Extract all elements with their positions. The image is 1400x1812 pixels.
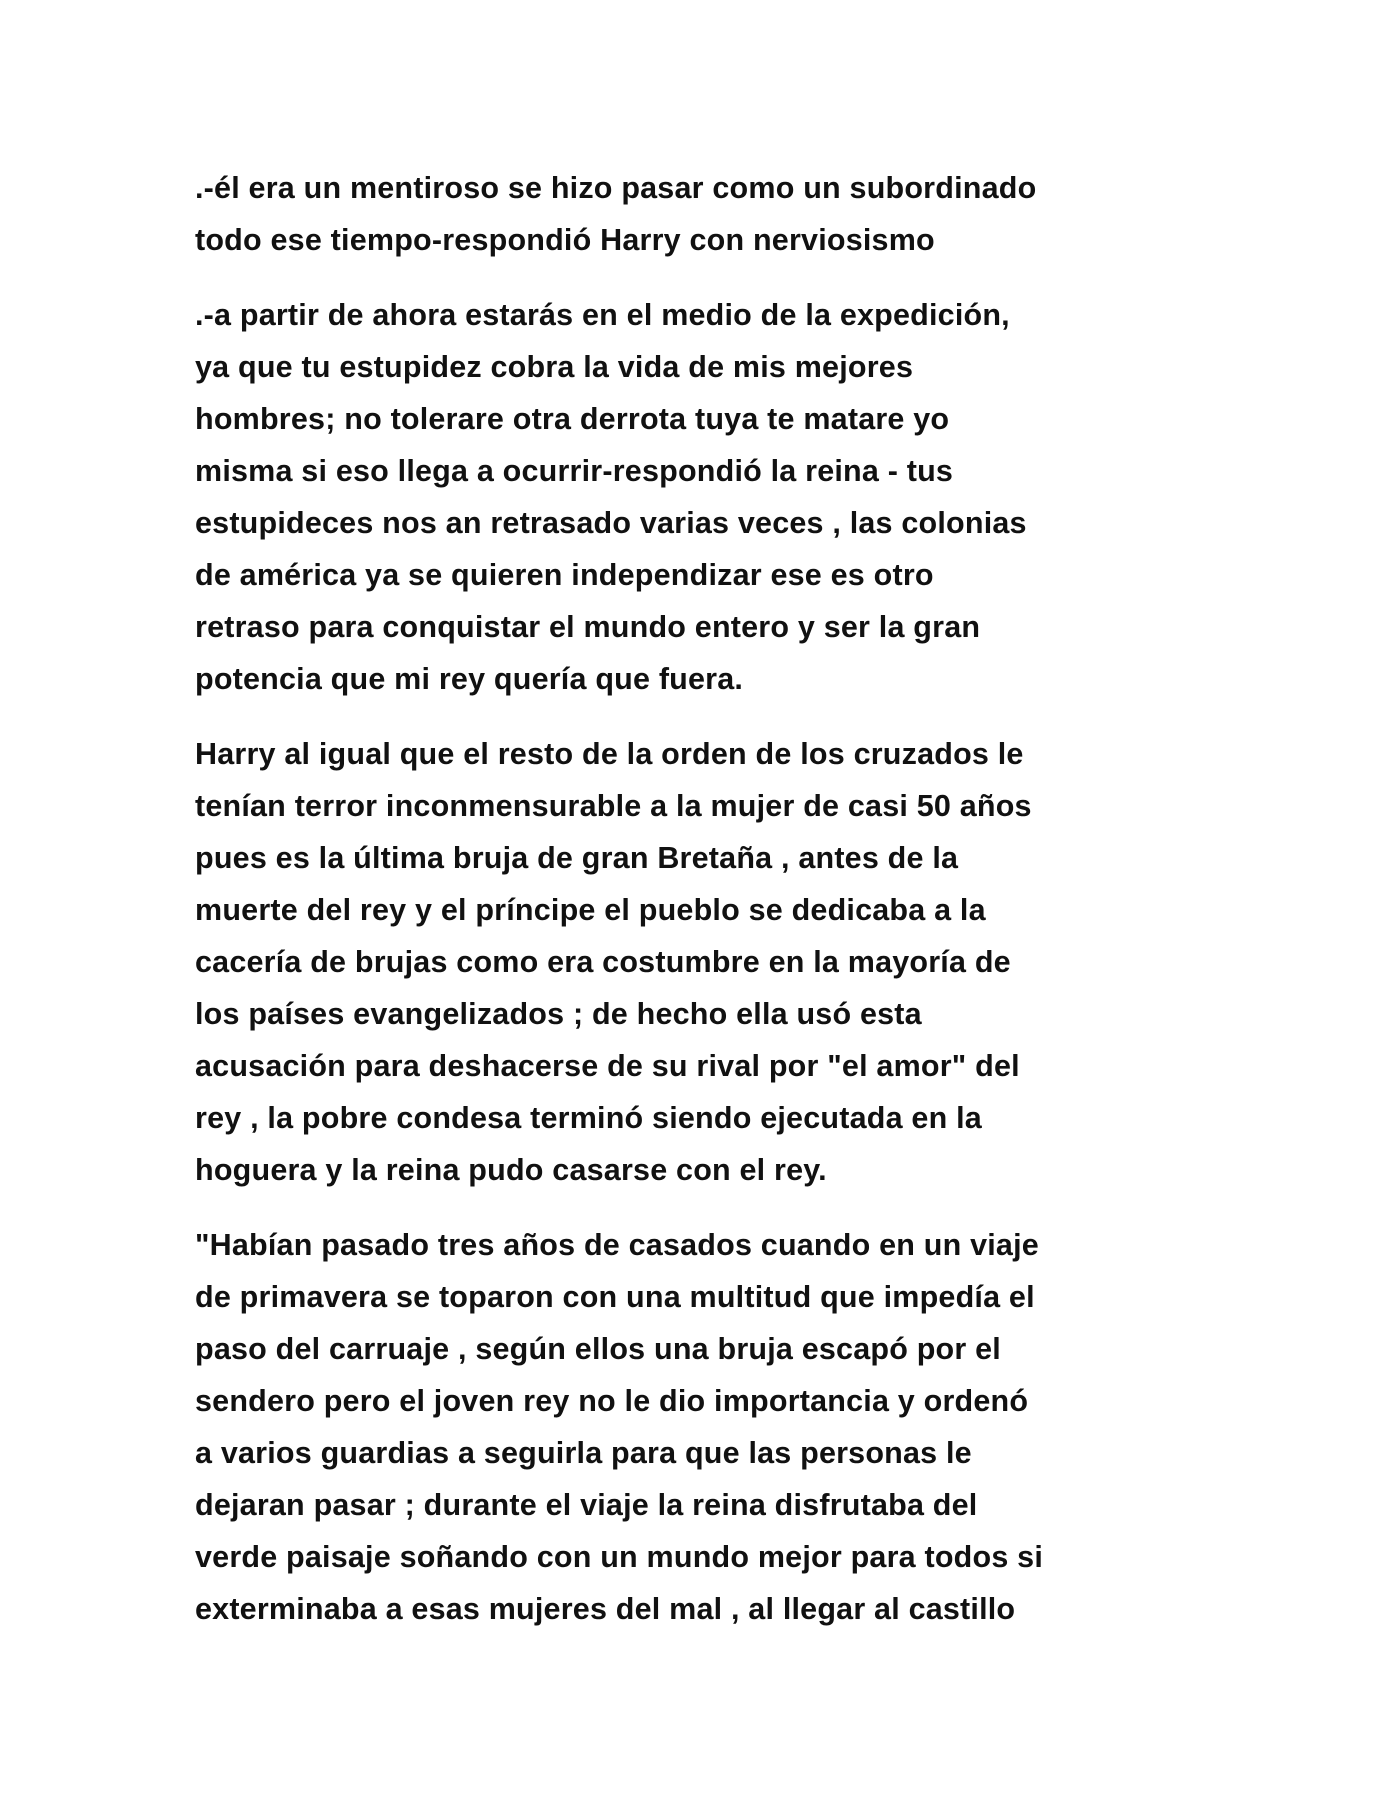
text-line: de primavera se toparon con una multitud que impedía el	[195, 1280, 1035, 1314]
text-line: acusación para deshacerse de su rival por "el amor" del	[195, 1049, 1020, 1083]
text-line: paso del carruaje , según ellos una bruja escapó por el	[195, 1332, 1001, 1366]
text-line: .-él era un mentiroso se hizo pasar como un subordinado	[195, 171, 1037, 205]
text-line: Harry al igual que el resto de la orden de los cruzados le	[195, 737, 1024, 771]
text-line: ya que tu estupidez cobra la vida de mis mejores	[195, 350, 914, 384]
document-body	[195, 162, 1215, 1658]
paragraph-4	[195, 1219, 1215, 1635]
text-line: .-a partir de ahora estarás en el medio de la expedición,	[195, 298, 1010, 332]
text-line: potencia que mi rey quería que fuera.	[195, 662, 744, 696]
text-line: los países evangelizados ; de hecho ella usó esta	[195, 997, 922, 1031]
text-line: cacería de brujas como era costumbre en la mayoría de	[195, 945, 1011, 979]
text-line: verde paisaje soñando con un mundo mejor para todos si	[195, 1540, 1044, 1574]
text-line: misma si eso llega a ocurrir-respondió la reina - tus	[195, 454, 954, 488]
text-line: a varios guardias a seguirla para que las personas le	[195, 1436, 972, 1470]
text-line: exterminaba a esas mujeres del mal , al llegar al castillo	[195, 1592, 1016, 1626]
text-line: rey , la pobre condesa terminó siendo ejecutada en la	[195, 1101, 982, 1135]
text-line: muerte del rey y el príncipe el pueblo se dedicaba a la	[195, 893, 986, 927]
text-line: dejaran pasar ; durante el viaje la reina disfrutaba del	[195, 1488, 978, 1522]
text-line: todo ese tiempo-respondió Harry con nerviosismo	[195, 223, 935, 257]
text-line: pues es la última bruja de gran Bretaña , antes de la	[195, 841, 959, 875]
text-line: hoguera y la reina pudo casarse con el rey.	[195, 1153, 827, 1187]
text-line: retraso para conquistar el mundo entero y ser la gran	[195, 610, 981, 644]
text-line: tenían terror inconmensurable a la mujer de casi 50 años	[195, 789, 1032, 823]
text-line: estupideces nos an retrasado varias veces , las colonias	[195, 506, 1027, 540]
text-line: hombres; no tolerare otra derrota tuya te matare yo	[195, 402, 950, 436]
paragraph-2	[195, 289, 1215, 705]
text-line: "Habían pasado tres años de casados cuando en un viaje	[195, 1228, 1039, 1262]
paragraph-1	[195, 162, 1215, 266]
text-line: de américa ya se quieren independizar ese es otro	[195, 558, 934, 592]
text-line: sendero pero el joven rey no le dio importancia y ordenó	[195, 1384, 1029, 1418]
paragraph-3	[195, 728, 1215, 1196]
